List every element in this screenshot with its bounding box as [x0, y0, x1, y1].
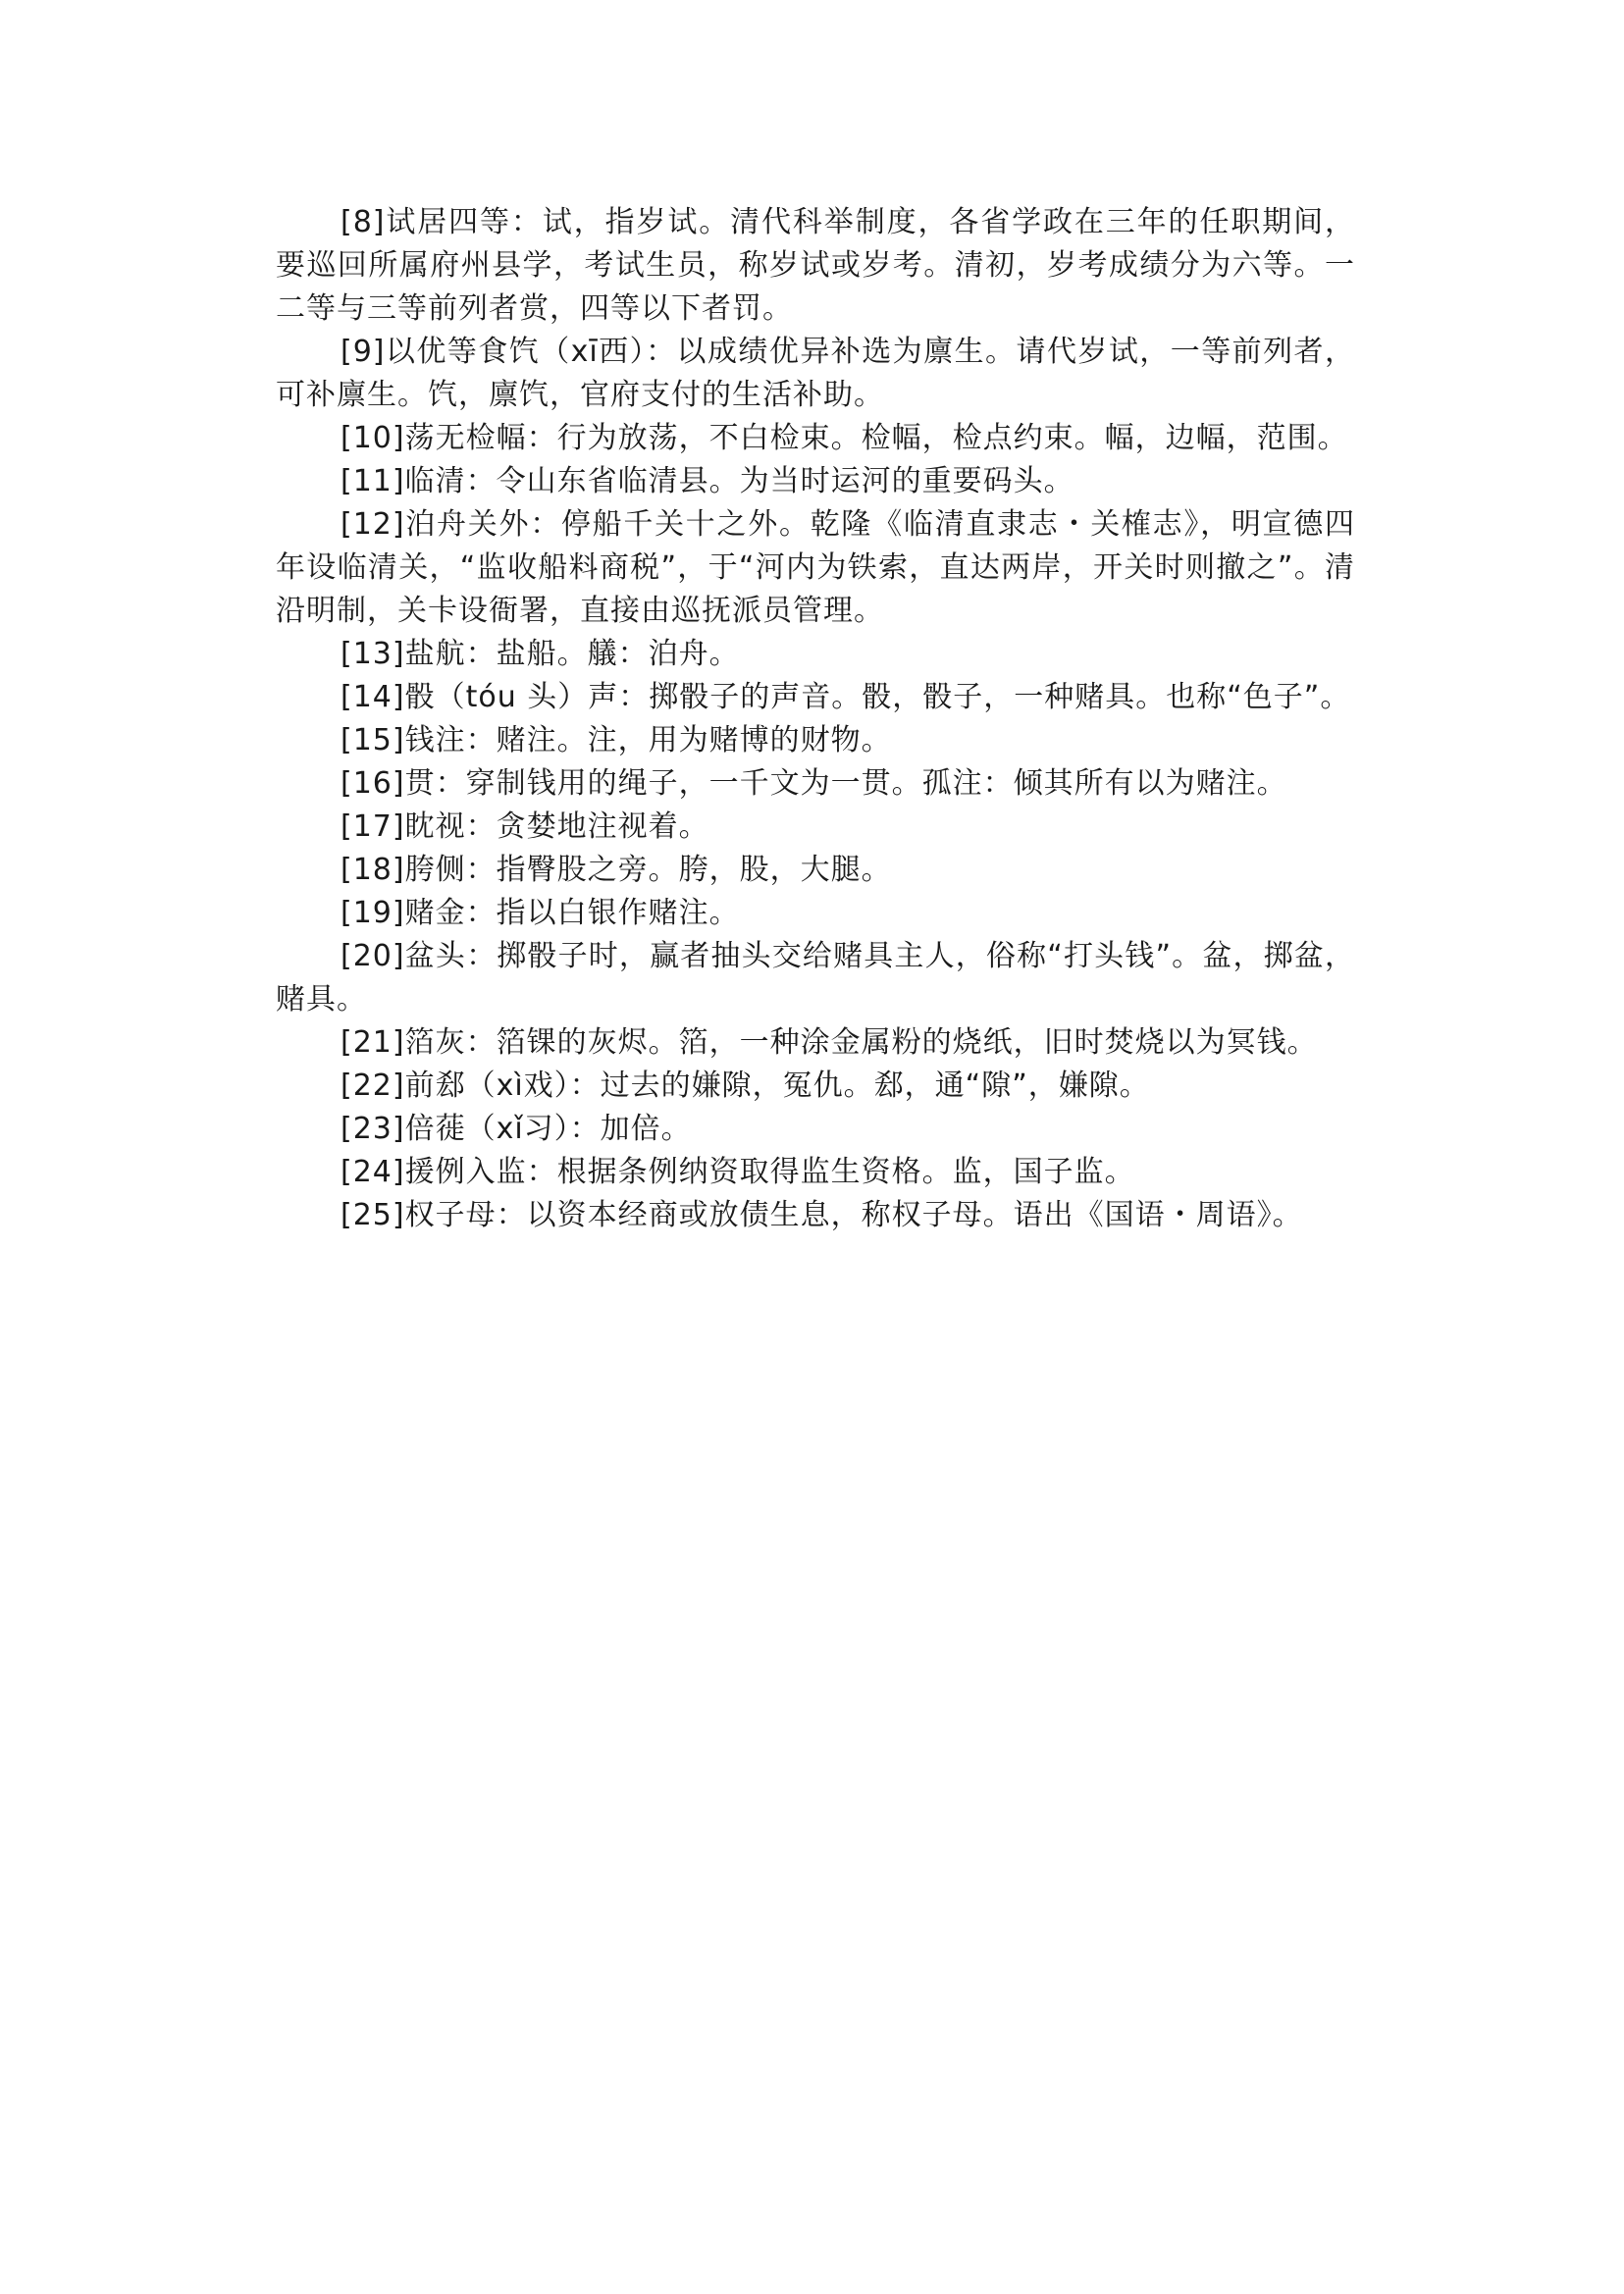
note-23: [23]倍蓰（xǐ习）：加倍。: [341, 1112, 692, 1146]
note-13: [13]盐航：盐船。艤：泊舟。: [341, 637, 740, 671]
note-9: [9]以优等食饩（xī西）：以成绩优异补选为廪生。请代岁试，一等前列者，可补廪生。饩，廪饩，官府支付的生活补助。: [276, 335, 1355, 412]
note-25: [25]权子母：以资本经商或放债生息，称权子母。语出《国语・周语》。: [341, 1198, 1303, 1232]
note-18: [18]胯侧：指臀股之旁。胯，股，大腿。: [341, 853, 892, 887]
note-21: [21]箔灰：箔锞的灰烬。箔，一种涂金属粉的烧纸，旧时焚烧以为冥钱。: [341, 1025, 1318, 1060]
note-8: [8]试居四等：试，指岁试。清代科举制度，各省学政在三年的任职期间，要巡回所属府州县学，考试生员，称岁试或岁考。清初，岁考成绩分为六等。一二等与三等前列者赏，四等以下者罚。: [276, 205, 1355, 326]
note-20: [20]盆头：掷骰子时，赢者抽头交给赌具主人，俗称“打头钱”。盆，掷盆，赌具。: [276, 939, 1355, 1017]
annotation-notes: [276, 201, 1355, 1237]
note-15: [15]钱注：赌注。注，用为赌博的财物。: [341, 723, 892, 757]
note-11: [11]临清：令山东省临清县。为当时运河的重要码头。: [341, 464, 1074, 498]
note-24: [24]援例入监：根据条例纳资取得监生资格。监，国子监。: [341, 1155, 1135, 1189]
note-16: [16]贯：穿制钱用的绳子，一千文为一贯。孤注：倾其所有以为赌注。: [341, 766, 1287, 801]
note-17: [17]眈视：贪婪地注视着。: [341, 809, 709, 844]
note-14: [14]骰（tóu 头）声：掷骰子的声音。骰，骰子，一种赌具。也称“色子”。: [341, 680, 1351, 714]
note-19: [19]赌金：指以白银作赌注。: [341, 896, 740, 930]
note-10: [10]荡无检幅：行为放荡，不白检束。检幅，检点约束。幅，边幅，范围。: [341, 421, 1348, 455]
note-22: [22]前郄（xì戏）：过去的嫌隙，冤仇。郄，通“隙”，嫌隙。: [341, 1069, 1150, 1103]
note-12: [12]泊舟关外：停船千关十之外。乾隆《临清直隶志・关榷志》，明宣德四年设临清关，“监收船料商税”，于“河内为铁索，直达两岸，开关时则撤之”。清沿明制，关卡设衙署，直接由巡抚派员管理。: [276, 507, 1355, 628]
